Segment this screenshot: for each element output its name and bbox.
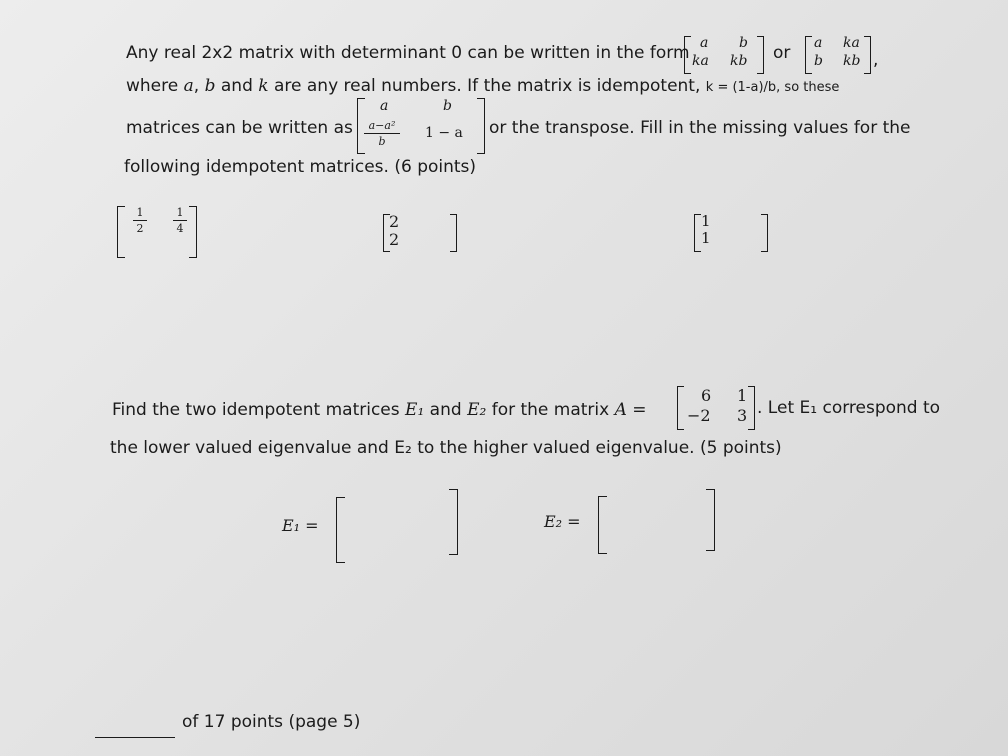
- matrix1-r1c1-num: 1: [136, 206, 144, 219]
- score-blank-line: [95, 737, 175, 738]
- form3-r2c1-fraction: [364, 119, 400, 148]
- matrixA-right-bracket: [748, 386, 755, 430]
- problem1-line3-prefix: matrices can be written as: [126, 118, 353, 138]
- form3-fraction-bar: [364, 133, 400, 134]
- form1-left-bracket: [684, 36, 691, 74]
- matrix3-left-bracket: [694, 214, 701, 252]
- problem2-line1-suffix: . Let E₁ correspond to: [757, 398, 941, 418]
- line2-var-b: b: [204, 76, 216, 96]
- form3-denominator: b: [378, 135, 386, 148]
- problem2-line2: the lower valued eigenvalue and E₂ to the higher valued eigenvalue. (5 points): [110, 438, 782, 458]
- problem1-line4: following idempotent matrices. (6 points): [124, 157, 477, 177]
- matrix1-r1c1-den: 2: [136, 222, 144, 235]
- form1-r1c1: a: [700, 35, 709, 51]
- problem2-e2: E₂: [467, 400, 487, 420]
- matrix1-r1c2-bar: [173, 220, 187, 221]
- matrix1-r1c2: [173, 206, 187, 235]
- fill-matrix-1: [117, 206, 197, 258]
- form2-r2c1: b: [814, 53, 823, 69]
- matrixA-r1c2: 1: [737, 386, 748, 405]
- answer-e2-left-bracket: [598, 496, 607, 554]
- matrix1-left-bracket: [117, 206, 125, 258]
- matrix2-r1c1: 2: [389, 212, 400, 231]
- problem1-line2: [126, 76, 839, 96]
- form1-r2c1: ka: [692, 53, 709, 69]
- matrixA-r1c1: 6: [701, 386, 712, 405]
- form1-matrix: [684, 36, 764, 74]
- fill-matrix-3: [694, 214, 768, 252]
- matrix1-r1c2-num: 1: [176, 206, 184, 219]
- problem2-a-eq: A =: [614, 400, 647, 420]
- form3-matrix: [357, 98, 485, 154]
- matrix2-right-bracket: [450, 214, 457, 252]
- form3-numerator: a−a²: [368, 119, 396, 132]
- matrix1-right-bracket: [189, 206, 197, 258]
- answer-e1-right-bracket: [449, 489, 458, 555]
- fill-matrix-2: [383, 214, 457, 252]
- matrix-A: [677, 386, 755, 430]
- matrixA-left-bracket: [677, 386, 684, 430]
- matrix3-right-bracket: [761, 214, 768, 252]
- or-label: or: [773, 43, 791, 63]
- form2-r2c2: kb: [843, 53, 861, 69]
- matrix3-r2c1: 1: [701, 229, 711, 247]
- matrix1-r1c1-bar: [133, 220, 147, 221]
- problem2-and: and: [429, 400, 462, 420]
- matrix1-r1c2-den: 4: [176, 222, 184, 235]
- line2-var-k: k: [258, 76, 269, 96]
- answer-e1-left-bracket: [336, 497, 345, 563]
- line2-comma: ,: [193, 76, 200, 96]
- form1-right-bracket: [757, 36, 764, 74]
- problem2-for: for the matrix: [491, 400, 610, 420]
- line2-var-a: a: [183, 76, 194, 96]
- problem2-e1: E₁: [405, 400, 425, 420]
- line2-where: where: [126, 76, 179, 96]
- line2-and: and: [220, 76, 253, 96]
- form3-r2c2: 1 − a: [425, 125, 463, 141]
- answer-e1-label: E₁ =: [282, 516, 319, 535]
- problem2-text: Find the two idempotent matrices: [112, 400, 400, 420]
- problem1-line1: [126, 43, 690, 63]
- answer-e2-right-bracket: [706, 489, 715, 551]
- form1-r1c2: b: [739, 35, 748, 51]
- footer-score-text: of 17 points (page 5): [182, 712, 361, 732]
- form2-right-bracket: [864, 36, 871, 74]
- matrix3-r1c1: 1: [701, 212, 711, 230]
- form3-right-bracket: [477, 98, 485, 154]
- form-comma: ,: [873, 50, 879, 70]
- line2-text: are any real numbers. If the matrix is idempotent,: [273, 76, 701, 96]
- matrixA-r2c1: −2: [687, 406, 711, 425]
- matrix1-r1c1: [133, 206, 147, 235]
- form2-r1c1: a: [814, 35, 823, 51]
- answer-e2-label: E₂ =: [544, 512, 581, 531]
- form3-r1c2: b: [443, 98, 452, 114]
- matrix2-r2c1: 2: [389, 230, 400, 249]
- form2-matrix: [805, 36, 871, 74]
- problem1-line1-text: Any real 2x2 matrix with determinant 0 can be written in the form: [126, 43, 690, 63]
- problem2-line1: [112, 400, 647, 420]
- form3-r1c1: a: [380, 98, 389, 114]
- problem1-line3-suffix: or the transpose. Fill in the missing values for the: [489, 118, 911, 138]
- form2-left-bracket: [805, 36, 812, 74]
- form2-r1c2: ka: [843, 35, 860, 51]
- form1-r2c2: kb: [730, 53, 748, 69]
- matrixA-r2c2: 3: [737, 406, 748, 425]
- line2-formula: k = (1-a)/b, so these: [705, 80, 840, 95]
